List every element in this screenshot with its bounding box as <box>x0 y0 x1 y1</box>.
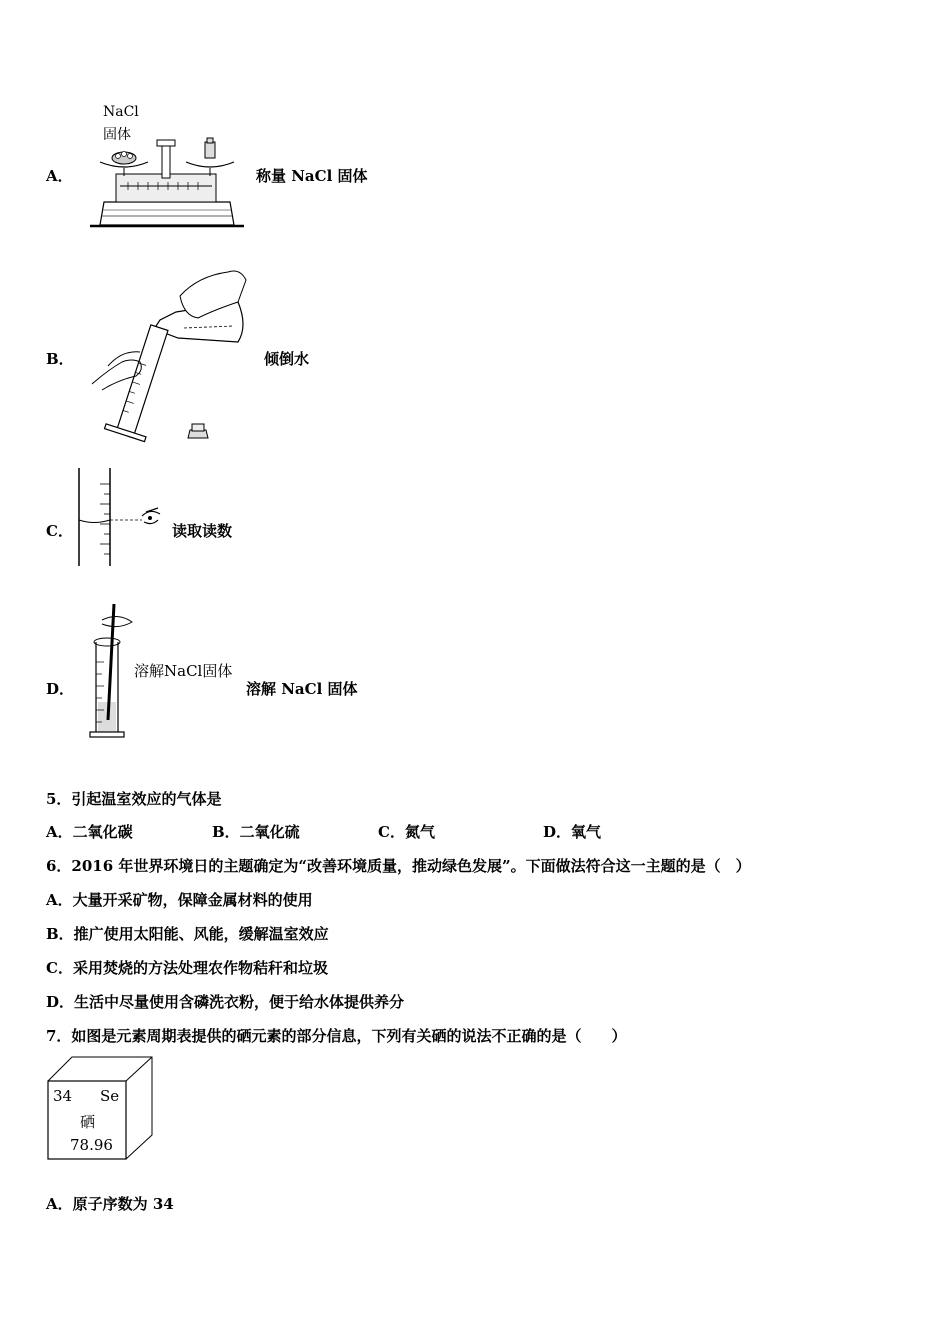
q5-stem: 5．引起温室效应的气体是 <box>46 790 222 808</box>
option-a-label: A． <box>46 167 73 185</box>
q5-option-a: A．二氧化碳 <box>46 823 133 841</box>
q6-option-c: C．采用焚烧的方法处理农作物秸秆和垃圾 <box>46 959 328 977</box>
figure-a-text-bottom: 固体 <box>103 127 131 143</box>
option-d-caption: 溶解 NaCl 固体 <box>246 680 358 698</box>
q5-option-d: D．氧气 <box>543 823 602 841</box>
q6-option-b: B．推广使用太阳能、风能，缓解温室效应 <box>46 925 329 943</box>
option-b-label: B． <box>46 350 74 368</box>
option-b-caption: 倾倒水 <box>264 350 310 368</box>
q6-option-a: A．大量开采矿物，保障金属材料的使用 <box>46 891 313 909</box>
q7-option-a: A．原子序数为 34 <box>46 1195 174 1213</box>
option-c-caption: 读取读数 <box>172 522 233 540</box>
option-a-caption: 称量 NaCl 固体 <box>256 167 368 185</box>
reading-figure <box>74 468 166 568</box>
element-number: 34 <box>53 1087 73 1105</box>
dissolving-figure <box>88 602 138 742</box>
element-mass: 78.96 <box>70 1136 113 1154</box>
option-d-label: D． <box>46 680 75 698</box>
figure-a-text-top: NaCl <box>103 104 139 120</box>
figure-d-text: 溶解NaCl固体 <box>134 662 233 680</box>
element-symbol: Se <box>100 1087 120 1105</box>
q6-stem: 6．2016 年世界环境日的主题确定为“改善环境质量，推动绿色发展”。下面做法符合这一主题的是（ ） <box>46 857 751 875</box>
balance-figure <box>88 138 248 230</box>
q5-option-c: C．氮气 <box>378 823 435 841</box>
option-c-label: C． <box>46 522 73 540</box>
q5-option-b: B．二氧化硫 <box>212 823 300 841</box>
pouring-figure <box>88 266 258 446</box>
q7-stem: 7．如图是元素周期表提供的硒元素的部分信息，下列有关硒的说法不正确的是（ ） <box>46 1027 627 1045</box>
element-name: 硒 <box>80 1113 96 1131</box>
q6-option-d: D．生活中尽量使用含磷洗衣粉，便于给水体提供养分 <box>46 993 405 1011</box>
